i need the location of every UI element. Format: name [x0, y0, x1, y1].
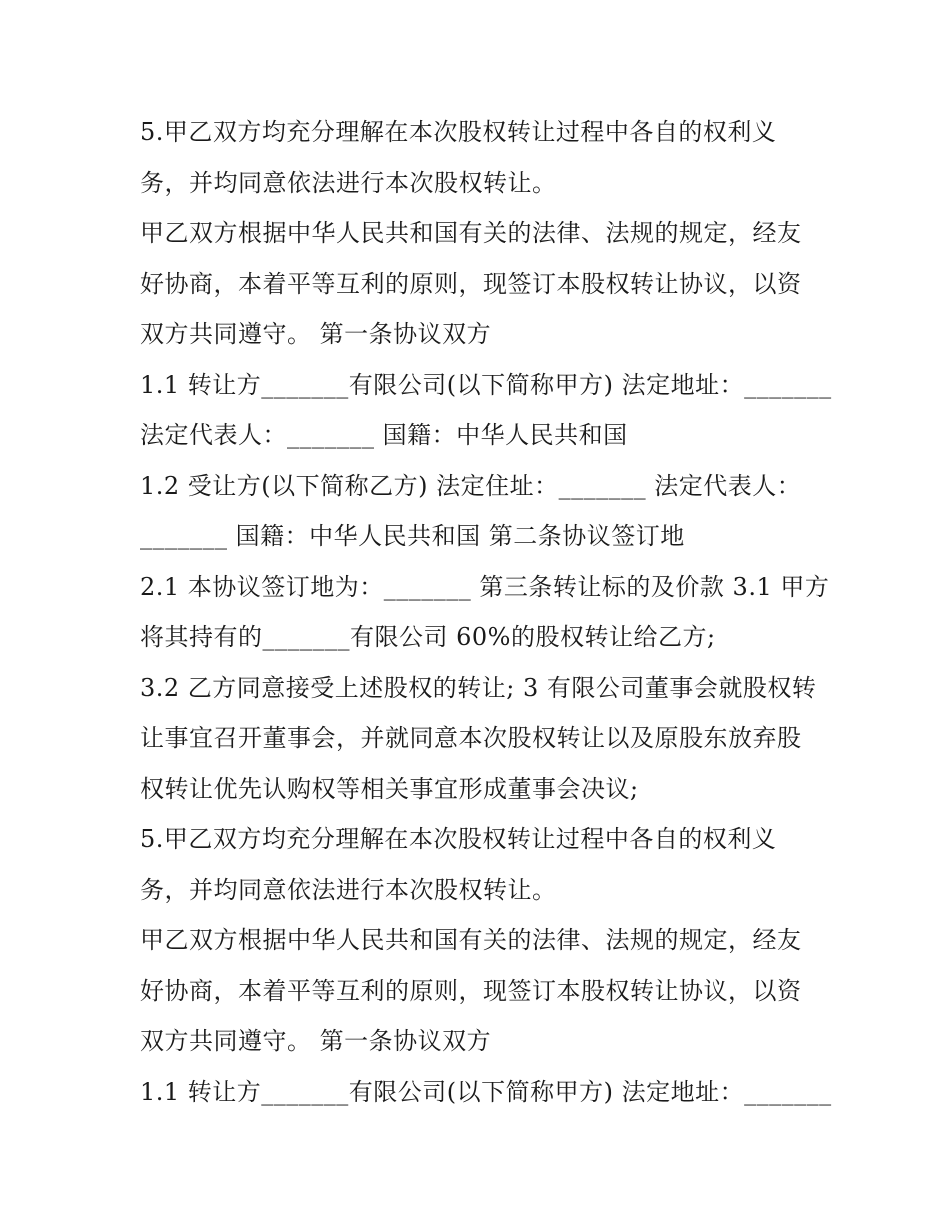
text-line: 1.1 转让方_______有限公司(以下简称甲方) 法定地址：_______ [140, 370, 832, 399]
text-line: 5.甲乙双方均充分理解在本次股权转让过程中各自的权利义 [140, 118, 777, 146]
text-line: 5.甲乙双方均充分理解在本次股权转让过程中各自的权利义 [140, 825, 777, 853]
text-line: _______ 国籍：中华人民共和国 第二条协议签订地 [140, 522, 685, 550]
text-line: 2.1 本协议签订地为：_______ 第三条转让标的及价款 3.1 甲方 [140, 572, 830, 601]
text-line: 甲乙双方根据中华人民共和国有关的法律、法规的规定，经友 [140, 219, 802, 247]
text-line: 甲乙双方根据中华人民共和国有关的法律、法规的规定，经友 [140, 926, 802, 954]
text-line: 1.2 受让方(以下简称乙方) 法定住址：_______ 法定代表人： [140, 471, 802, 500]
text-line: 务，并均同意依法进行本次股权转让。 [140, 168, 557, 197]
text-line: 1.1 转让方_______有限公司(以下简称甲方) 法定地址：_______ [140, 1077, 832, 1106]
text-line: 双方共同遵守。 第一条协议双方 [140, 320, 492, 348]
text-line: 将其持有的_______有限公司 60%的股权转让给乙方; [140, 623, 716, 651]
text-line: 让事宜召开董事会，并就同意本次股权转让以及原股东放弃股 [140, 724, 802, 752]
text-line: 权转让优先认购权等相关事宜形成董事会决议; [140, 774, 639, 803]
document-body [140, 107, 832, 1117]
text-line: 务，并均同意依法进行本次股权转让。 [140, 875, 557, 904]
text-line: 双方共同遵守。 第一条协议双方 [140, 1027, 492, 1055]
text-line: 法定代表人：_______ 国籍：中华人民共和国 [140, 421, 628, 449]
text-line: 好协商，本着平等互利的原则，现签订本股权转让协议，以资 [140, 269, 802, 298]
text-line: 好协商，本着平等互利的原则，现签订本股权转让协议，以资 [140, 976, 802, 1005]
text-line: 3.2 乙方同意接受上述股权的转让; 3 有限公司董事会就股权转 [140, 673, 817, 702]
